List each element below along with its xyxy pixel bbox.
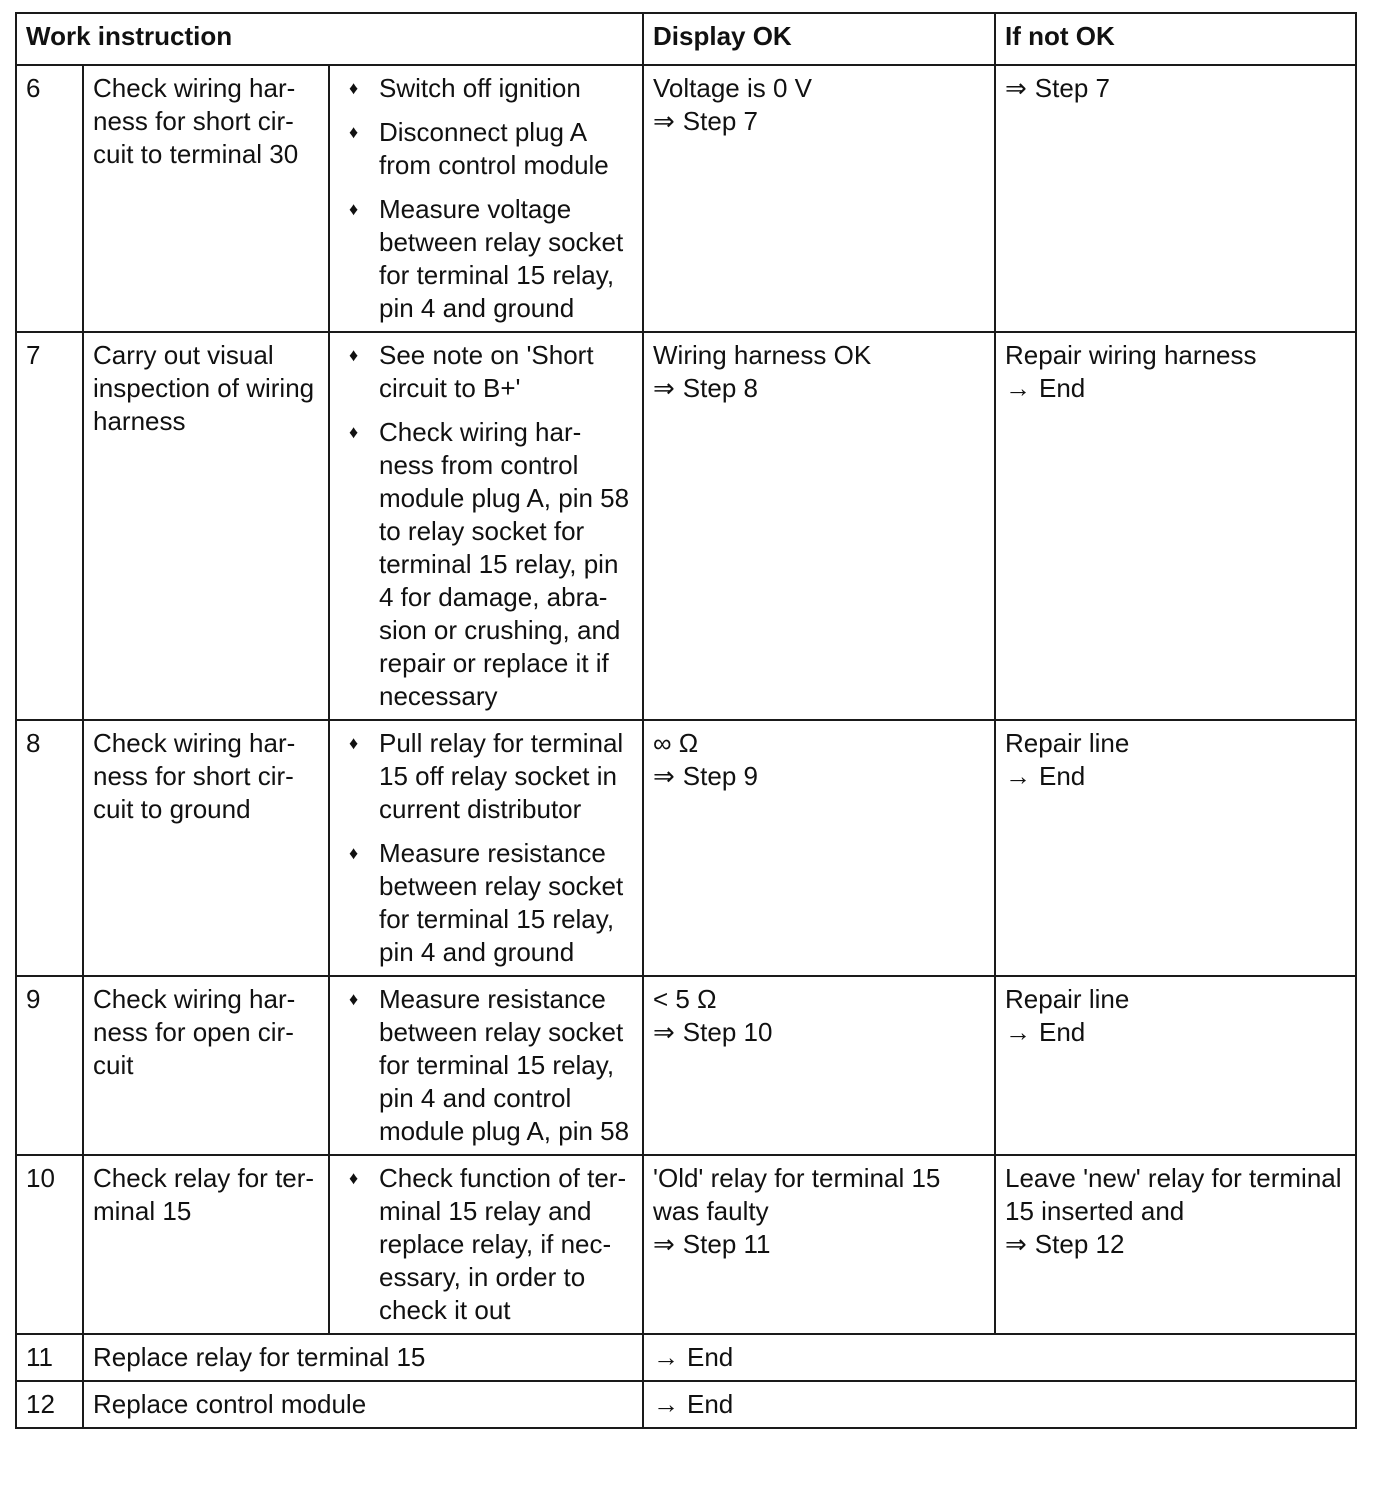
step-number: 11 [16, 1334, 83, 1381]
list-item: ♦ Measure voltage between relay socket for terminal 15 relay, pin 4 and ground [349, 194, 624, 323]
step-actions [329, 976, 643, 1155]
diamond-bullet-icon: ♦ [349, 422, 359, 442]
diamond-bullet-icon: ♦ [349, 122, 359, 142]
double-arrow-icon: ⇒ [653, 373, 675, 403]
ok-next: Step 10 [682, 1017, 773, 1047]
diamond-bullet-icon: ♦ [349, 1168, 359, 1188]
step-number: 7 [16, 332, 83, 720]
diamond-bullet-icon: ♦ [349, 199, 359, 219]
if-not-ok-cell [995, 720, 1356, 976]
ok-text: ∞ Ω [653, 728, 699, 758]
result-cell [643, 1334, 1356, 1381]
list-item: ♦ Switch off ignition [349, 73, 581, 103]
step-title: Check relay for ter-minal 15 [83, 1155, 329, 1334]
list-item: ♦ Pull relay for terminal 15 off relay socket in current distributor [349, 728, 624, 824]
step-title: Replace relay for terminal 15 [83, 1334, 643, 1381]
display-ok-cell [643, 1155, 995, 1334]
ok-next: Step 11 [682, 1229, 771, 1259]
if-not-ok-cell [995, 332, 1356, 720]
notok-text: Repair wiring harness [1005, 340, 1257, 370]
double-arrow-icon: ⇒ [1005, 73, 1027, 103]
ok-text: 'Old' relay for terminal 15 was faulty [653, 1163, 941, 1226]
ok-next: Step 8 [682, 373, 758, 403]
table-row [16, 976, 1356, 1155]
step-actions [329, 332, 643, 720]
list-item: ♦ Check wiring har-ness from control module plug A, pin 58 to relay socket for terminal 15 relay, pin 4 for damage, abra-sion or crushing, and repair or replace it if necessary [349, 417, 630, 711]
table-row [16, 1381, 1356, 1428]
right-arrow-icon: → [1005, 1017, 1031, 1047]
right-arrow-icon: → [1005, 373, 1031, 403]
result-text: End [687, 1389, 734, 1419]
list-item: ♦ Check function of ter-minal 15 relay and replace relay, if nec-essary, in order to check it out [349, 1163, 627, 1325]
right-arrow-icon: → [653, 1342, 679, 1372]
table-row [16, 720, 1356, 976]
display-ok-cell [643, 976, 995, 1155]
notok-next: Step 7 [1034, 73, 1110, 103]
step-actions [329, 1155, 643, 1334]
notok-next: Step 12 [1034, 1229, 1125, 1259]
notok-next: End [1039, 373, 1086, 403]
if-not-ok-cell [995, 976, 1356, 1155]
diamond-bullet-icon: ♦ [349, 345, 359, 365]
step-title: Carry out visual inspection of wiring harness [83, 332, 329, 720]
step-actions [329, 65, 643, 332]
diamond-bullet-icon: ♦ [349, 843, 359, 863]
ok-next: Step 7 [682, 106, 758, 136]
ok-text: Voltage is 0 V [653, 73, 812, 103]
table-row [16, 332, 1356, 720]
list-item: ♦ Measure resistance between relay socket for terminal 15 relay, pin 4 and ground [349, 838, 624, 967]
if-not-ok-cell [995, 65, 1356, 332]
notok-next: End [1039, 761, 1086, 791]
step-actions [329, 720, 643, 976]
result-cell [643, 1381, 1356, 1428]
display-ok-cell [643, 65, 995, 332]
double-arrow-icon: ⇒ [653, 1229, 675, 1259]
work-instruction-table [15, 12, 1357, 1429]
header-work-instruction: Work instruction [16, 13, 643, 65]
step-title: Check wiring har-ness for open cir-cuit [83, 976, 329, 1155]
notok-text: Repair line [1005, 984, 1130, 1014]
list-item: ♦ See note on 'Short circuit to B+' [349, 340, 594, 403]
diamond-bullet-icon: ♦ [349, 78, 359, 98]
notok-text: Repair line [1005, 728, 1130, 758]
step-number: 10 [16, 1155, 83, 1334]
step-title: Replace control module [83, 1381, 643, 1428]
step-number: 6 [16, 65, 83, 332]
double-arrow-icon: ⇒ [653, 106, 675, 136]
list-item: ♦ Disconnect plug A from control module [349, 117, 609, 180]
right-arrow-icon: → [1005, 761, 1031, 791]
table-row [16, 1334, 1356, 1381]
step-number: 8 [16, 720, 83, 976]
table-row [16, 65, 1356, 332]
display-ok-cell [643, 720, 995, 976]
step-number: 12 [16, 1381, 83, 1428]
notok-next: End [1039, 1017, 1086, 1047]
header-row [16, 13, 1356, 65]
table-row [16, 1155, 1356, 1334]
ok-text: Wiring harness OK [653, 340, 872, 370]
list-item: ♦ Measure resistance between relay socket for terminal 15 relay, pin 4 and control module plug A, pin 58 [349, 984, 630, 1146]
right-arrow-icon: → [653, 1389, 679, 1419]
if-not-ok-cell [995, 1155, 1356, 1334]
display-ok-cell [643, 332, 995, 720]
diamond-bullet-icon: ♦ [349, 989, 359, 1009]
double-arrow-icon: ⇒ [1005, 1229, 1027, 1259]
result-text: End [687, 1342, 734, 1372]
double-arrow-icon: ⇒ [653, 761, 675, 791]
header-if-not-ok: If not OK [995, 13, 1356, 65]
step-title: Check wiring har-ness for short cir-cuit to terminal 30 [83, 65, 329, 332]
diamond-bullet-icon: ♦ [349, 733, 359, 753]
ok-text: < 5 Ω [653, 984, 717, 1014]
ok-next: Step 9 [682, 761, 758, 791]
header-display-ok: Display OK [643, 13, 995, 65]
step-title: Check wiring har-ness for short cir-cuit to ground [83, 720, 329, 976]
double-arrow-icon: ⇒ [653, 1017, 675, 1047]
step-number: 9 [16, 976, 83, 1155]
notok-text: Leave 'new' relay for terminal 15 inserted and [1005, 1163, 1342, 1226]
